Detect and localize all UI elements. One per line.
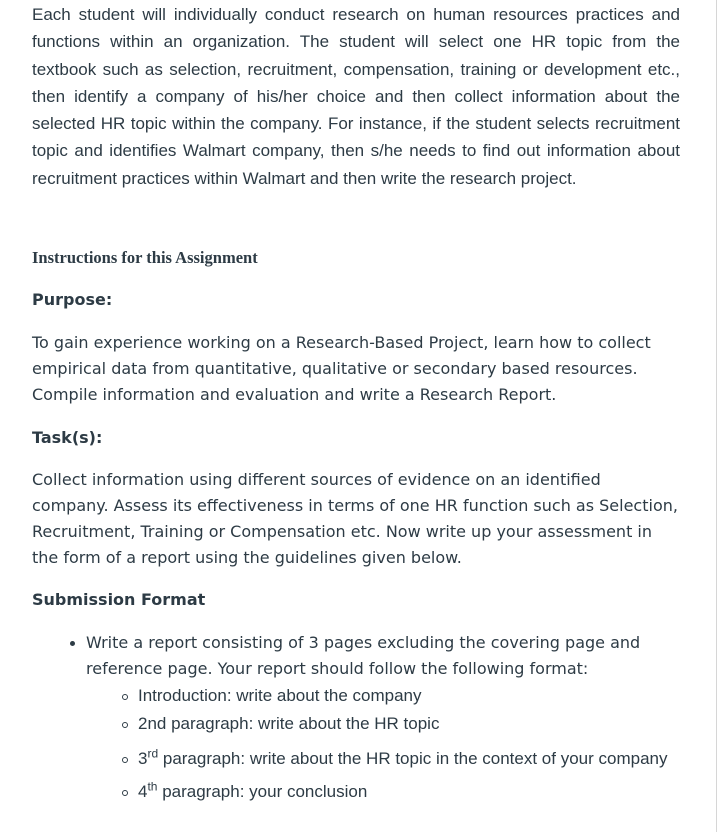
list-item (32, 778, 680, 805)
format-item-text: paragraph: your conclusion (157, 782, 368, 801)
tasks-text: Collect information using different sources of evidence on an identified company. Assess its effectiveness in terms of one HR function such as Selection, Recruitment, Training or Compensation etc. Now write up your assessment in the form of a report using the guidelines given below. (32, 470, 678, 567)
intro-paragraph: Each student will individually conduct research on human resources practices and functions within an organization. The student will select one HR topic from the textbook such as selection, recruitment, compensation, training or development etc., then identify a company of his/her choice and then collect information about the selected HR topic within the company. For instance, if the student selects recruitment topic and identifies Walmart company, then s/he needs to find out information about recruitment practices within Walmart and then write the research project. (32, 5, 680, 188)
circle-bullet-icon (122, 694, 128, 700)
submission-list (32, 630, 680, 805)
list-item (32, 630, 680, 805)
format-item-text: paragraph: write about the HR topic in the context of your company (158, 749, 668, 768)
assignment-content (32, 0, 680, 801)
circle-bullet-icon (122, 757, 128, 763)
tasks-heading: Task(s): (32, 428, 103, 447)
list-item (32, 710, 680, 737)
format-sublist (86, 682, 680, 805)
submission-heading: Submission Format (32, 590, 206, 609)
circle-bullet-icon (122, 722, 128, 728)
list-item (32, 745, 680, 772)
format-item-text: 2nd paragraph: write about the HR topic (138, 714, 440, 733)
list-item (32, 682, 680, 709)
submission-bullet-text: Write a report consisting of 3 pages excluding the covering page and reference page. Your report should follow the following format: (86, 633, 641, 678)
circle-bullet-icon (122, 790, 128, 796)
purpose-text: To gain experience working on a Research-Based Project, learn how to collect empirical data from quantitative, qualitative or secondary based resources. Compile information and evaluation and write a Research Report. (32, 333, 651, 404)
bullet-icon (70, 641, 75, 646)
purpose-heading: Purpose: (32, 290, 113, 309)
format-item-text: Introduction: write about the company (138, 686, 422, 705)
format-item-number: 4 (138, 782, 148, 801)
format-item-number: 3 (138, 749, 148, 768)
format-item-ordinal: th (147, 779, 158, 794)
page-divider (716, 0, 717, 832)
instructions-heading: Instructions for this Assignment (32, 248, 258, 267)
format-item-ordinal: rd (147, 746, 159, 761)
